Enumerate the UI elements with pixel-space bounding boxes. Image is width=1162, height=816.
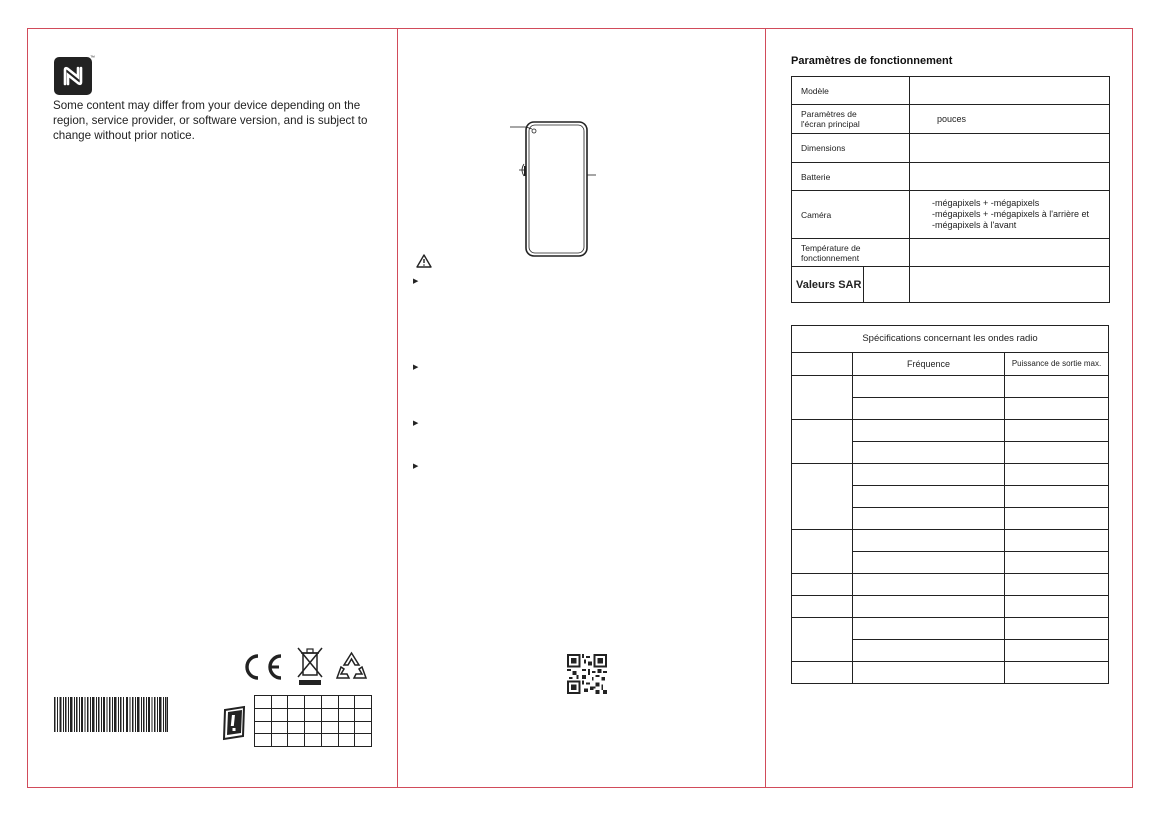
power-cell — [1005, 530, 1109, 552]
bullet-icon: ▶ — [413, 463, 419, 470]
bullet-icon: ▶ — [413, 420, 419, 427]
sar-value — [910, 267, 1110, 303]
screen-label — [792, 105, 910, 134]
power-cell — [1005, 552, 1109, 574]
band-cell — [792, 530, 853, 574]
frequency-cell — [853, 376, 1005, 398]
ce-mark-icon — [243, 652, 287, 682]
power-cell — [1005, 618, 1109, 640]
model-value — [910, 77, 1110, 105]
frequency-header: Fréquence — [853, 353, 1005, 376]
warning-icon — [416, 254, 432, 268]
frequency-cell — [853, 464, 1005, 486]
power-cell — [1005, 596, 1109, 618]
band-cell — [792, 596, 853, 618]
power-cell — [1005, 442, 1109, 464]
screen-value: pouces — [910, 105, 1110, 134]
table-row — [792, 530, 1109, 552]
frequency-cell — [853, 398, 1005, 420]
panel-divider-1 — [397, 28, 398, 788]
power-cell — [1005, 508, 1109, 530]
table-row — [792, 191, 1110, 239]
table-row — [792, 464, 1109, 486]
frequency-cell — [853, 442, 1005, 464]
table-row — [792, 596, 1109, 618]
band-cell — [792, 420, 853, 464]
table-row — [792, 376, 1109, 398]
table-row — [792, 77, 1110, 105]
camera-value — [910, 191, 1110, 239]
table-row — [792, 267, 1110, 303]
table-row — [792, 163, 1110, 191]
notice-text: Some content may differ from your device depending on the region, service provider, or software version, and is subject to change without prior notice. — [53, 99, 368, 142]
temperature-label — [792, 239, 910, 267]
band-cell — [792, 376, 853, 420]
screen-label-line-1: Paramètres de — [801, 109, 857, 119]
power-cell — [1005, 464, 1109, 486]
trademark-symbol: ™ — [90, 55, 95, 61]
power-cell — [1005, 574, 1109, 596]
band-header — [792, 353, 853, 376]
temperature-value — [910, 239, 1110, 267]
operating-parameters-title: Paramètres de fonctionnement — [791, 55, 953, 67]
band-cell — [792, 464, 853, 530]
sar-subcell — [864, 267, 909, 302]
band-cell — [792, 574, 853, 596]
temperature-label-line-2: fonctionnement — [801, 252, 860, 263]
manual-warning-icon — [222, 705, 246, 741]
camera-line-1: -mégapixels + -mégapixels — [932, 198, 1040, 208]
recycle-icon — [335, 650, 368, 683]
temperature-label-line-1: Température de — [801, 242, 861, 253]
nfc-icon — [54, 57, 92, 95]
table-row — [792, 618, 1109, 640]
table-row — [792, 574, 1109, 596]
table-row — [792, 105, 1110, 134]
frequency-cell — [853, 662, 1005, 684]
frequency-cell — [853, 420, 1005, 442]
table-row — [792, 353, 1109, 376]
power-cell — [1005, 420, 1109, 442]
sar-label: Valeurs SAR — [792, 267, 864, 302]
radio-specs-title: Spécifications concernant les ondes radio — [792, 326, 1109, 353]
table-row — [792, 239, 1110, 267]
frequency-cell — [853, 574, 1005, 596]
panel-divider-2 — [765, 28, 766, 788]
dimensions-label: Dimensions — [792, 134, 910, 163]
power-header: Puissance de sortie max. — [1005, 353, 1109, 376]
table-row — [792, 420, 1109, 442]
table-row — [792, 662, 1109, 684]
qr-code-icon — [567, 654, 607, 694]
battery-value — [910, 163, 1110, 191]
battery-label: Batterie — [792, 163, 910, 191]
radio-specs-table — [791, 325, 1109, 684]
weee-bin-icon — [297, 646, 323, 686]
compliance-grid — [218, 695, 372, 747]
compliance-table — [254, 695, 372, 747]
barcode-icon — [54, 697, 168, 732]
bullet-icon: ▶ — [413, 364, 419, 371]
camera-label: Caméra — [792, 191, 910, 239]
frequency-cell — [853, 596, 1005, 618]
frequency-cell — [853, 508, 1005, 530]
table-row — [792, 134, 1110, 163]
table-row — [792, 326, 1109, 353]
camera-line-2: -mégapixels + -mégapixels à l'arrière et — [932, 209, 1090, 219]
frequency-cell — [853, 530, 1005, 552]
frequency-cell — [853, 552, 1005, 574]
bullet-icon: ▶ — [413, 278, 419, 285]
model-label: Modèle — [792, 77, 910, 105]
frequency-cell — [853, 618, 1005, 640]
band-cell — [792, 662, 853, 684]
dimensions-value — [910, 134, 1110, 163]
screen-label-line-2: l'écran principal — [801, 119, 860, 129]
sar-label-cell — [792, 267, 910, 303]
camera-line-3: -mégapixels à l'avant — [932, 220, 1017, 230]
band-cell — [792, 618, 853, 662]
power-cell — [1005, 662, 1109, 684]
frequency-cell — [853, 486, 1005, 508]
power-cell — [1005, 486, 1109, 508]
phone-diagram — [510, 118, 600, 258]
power-cell — [1005, 640, 1109, 662]
operating-parameters-table — [791, 76, 1110, 303]
power-cell — [1005, 376, 1109, 398]
frequency-cell — [853, 640, 1005, 662]
power-cell — [1005, 398, 1109, 420]
